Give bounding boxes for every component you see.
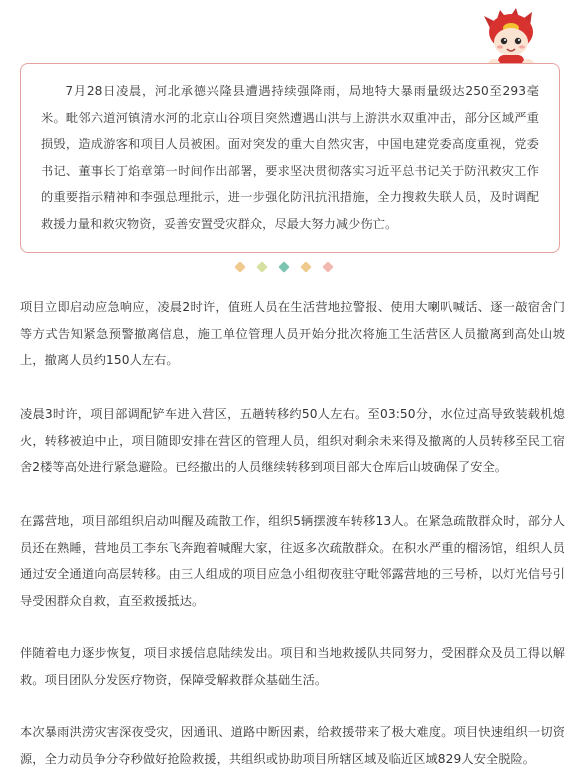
divider-dot-icon (278, 261, 289, 272)
body-paragraph-5: 本次暴雨洪涝灾害深夜受灾，因通讯、道路中断因素，给救援带来了极大难度。项目快速组织一切资源，全力动员争分夺秒做好抢险救援，共组织或协助项目所辖区域及临近区域829人安全脱险。 (20, 725, 565, 766)
divider-dot-icon (256, 261, 267, 272)
divider-dot-icon (322, 261, 333, 272)
decorative-divider (236, 263, 332, 271)
divider-dot-icon (234, 261, 245, 272)
body-paragraph-2: 凌晨3时许，项目部调配铲车进入营区，五趟转移约50人左右。至03:50分，水位过高导致装载机熄火，转移被迫中止，项目随即安排在营区的管理人员，组织对剩余未来得及撤离的人员转移至民工宿舍2楼等高处进行紧急避险。已经撤出的人员继续转移到项目部大仓库后山坡确保了安全。 (20, 407, 565, 474)
body-paragraph-1: 项目立即启动应急响应，凌晨2时许，值班人员在生活营地拉警报、使用大喇叭喊话、逐一敲宿舍门等方式告知紧急预警撤离信息，施工单位管理人员开始分批次将施工生活营区人员撤离到高处山坡上，撤离人员约150人左右。 (20, 300, 565, 367)
intro-paragraph: 7月28日凌晨，河北承德兴隆县遭遇持续强降雨，局地特大暴雨量级达250至293毫米。毗邻六道河镇清水河的北京山谷项目突然遭遇山洪与上游洪水双重冲击，部分区域严重损毁，造成游客和项目人员被困。面对突发的重大自然灾害，中国电建党委高度重视，党委书记、董事长丁焰章第一时间作出部署，要求坚决贯彻落实习近平总书记关于防汛救灾工作的重要指示精神和李强总理批示，进一步强化防汛抗汛措施，全力搜救失联人员，及时调配救援力量和救灾物资，妥善安置受灾群众，尽最大努力减少伤亡。 (41, 84, 539, 231)
body-paragraph-3: 在露营地，项目部组织启动叫醒及疏散工作，组织5辆摆渡车转移13人。在紧急疏散群众时，部分人员还在熟睡，营地员工李东飞奔跑着喊醒大家，往返多次疏散群众。在积水严重的榴汤馆，组织人员通过安全通道向高层转移。由三人组成的项目应急小组彻夜驻守毗邻露营地的三号桥，以灯光信号引导受困群众自救，直至救援抵达。 (20, 514, 565, 608)
intro-callout-box (20, 63, 560, 253)
divider-dot-icon (300, 261, 311, 272)
body-paragraph-4: 伴随着电力逐步恢复，项目求援信息陆续发出。项目和当地救援队共同努力，受困群众及员工得以解救。项目团队分发医疗物资，保障受解救群众基础生活。 (20, 646, 565, 687)
